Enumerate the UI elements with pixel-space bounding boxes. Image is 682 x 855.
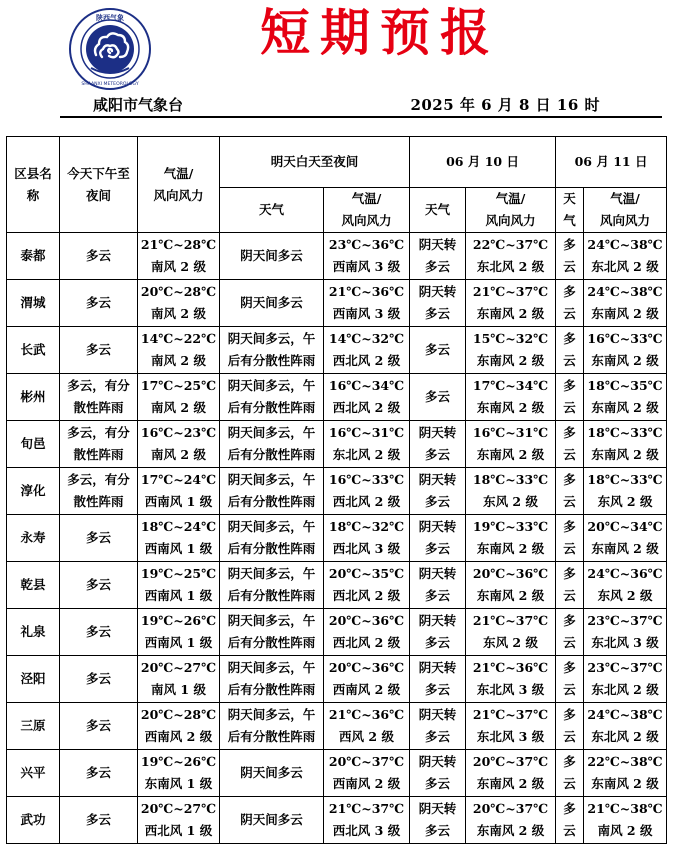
day2-temp-wind: 21℃~36℃ 东北风 3 级: [466, 656, 556, 703]
day2-weather: 阴天转 多云: [410, 797, 466, 844]
day3-weather: 多 云: [556, 750, 584, 797]
day3-temp-wind: 21℃~38℃ 南风 2 级: [584, 797, 667, 844]
table-row: [7, 515, 667, 562]
table-row: [7, 374, 667, 421]
table-row: [7, 656, 667, 703]
day3-temp-wind: 18℃~33℃ 东南风 2 级: [584, 421, 667, 468]
day3-weather: 多 云: [556, 703, 584, 750]
tomorrow-temp-wind: 16℃~33℃ 西北风 2 级: [324, 468, 410, 515]
tomorrow-temp-wind: 23℃~36℃ 西南风 3 级: [324, 233, 410, 280]
day3-temp-wind: 23℃~37℃ 东北风 2 级: [584, 656, 667, 703]
tomorrow-temp-wind: 14℃~32℃ 西北风 2 级: [324, 327, 410, 374]
day3-temp-wind: 24℃~38℃ 东北风 2 级: [584, 703, 667, 750]
day2-temp-wind: 21℃~37℃ 东北风 3 级: [466, 703, 556, 750]
day2-weather: 阴天转 多云: [410, 468, 466, 515]
tomorrow-weather: 阴天间多云: [220, 750, 324, 797]
tonight-temp-wind: 20℃~28℃ 西南风 2 级: [138, 703, 220, 750]
day3-weather: 多 云: [556, 327, 584, 374]
day3-weather: 多 云: [556, 562, 584, 609]
header-temp-wind: 气温/ 风向风力: [138, 137, 220, 233]
tonight-temp-wind: 14℃~22℃ 南风 2 级: [138, 327, 220, 374]
tomorrow-weather: 阴天间多云: [220, 280, 324, 327]
tomorrow-weather: 阴天间多云: [220, 233, 324, 280]
header-temp-wind-tomorrow: 气温/ 风向风力: [324, 188, 410, 233]
county-name: 三原: [7, 703, 60, 750]
issue-time: 2025 年 6 月 8 日 16 时: [410, 96, 600, 114]
tonight-temp-wind: 16℃~23℃ 南风 2 级: [138, 421, 220, 468]
header-weather-day2: 天气: [410, 188, 466, 233]
table-row: [7, 562, 667, 609]
header-temp-wind-day3: 气温/ 风向风力: [584, 188, 667, 233]
tomorrow-weather: 阴天间多云，午 后有分散性阵雨: [220, 421, 324, 468]
header-tonight: 今天下午至 夜间: [60, 137, 138, 233]
tonight-temp-wind: 20℃~27℃ 南风 1 级: [138, 656, 220, 703]
tonight-temp-wind: 21℃~28℃ 南风 2 级: [138, 233, 220, 280]
header-day2: 06 月 10 日: [410, 137, 556, 188]
day2-temp-wind: 20℃~37℃ 东南风 2 级: [466, 750, 556, 797]
day2-temp-wind: 20℃~36℃ 东南风 2 级: [466, 562, 556, 609]
day3-temp-wind: 24℃~38℃ 东北风 2 级: [584, 233, 667, 280]
tomorrow-temp-wind: 18℃~32℃ 西北风 3 级: [324, 515, 410, 562]
table-row: [7, 703, 667, 750]
county-name: 永寿: [7, 515, 60, 562]
tonight-temp-wind: 17℃~24℃ 西南风 1 级: [138, 468, 220, 515]
table-row: [7, 327, 667, 374]
day2-temp-wind: 22℃~37℃ 东北风 2 级: [466, 233, 556, 280]
tonight-temp-wind: 18℃~24℃ 西南风 1 级: [138, 515, 220, 562]
day3-temp-wind: 18℃~35℃ 东南风 2 级: [584, 374, 667, 421]
tomorrow-weather: 阴天间多云，午 后有分散性阵雨: [220, 468, 324, 515]
tonight-weather: 多云，有分 散性阵雨: [60, 374, 138, 421]
day2-weather: 阴天转 多云: [410, 421, 466, 468]
day3-weather: 多 云: [556, 233, 584, 280]
tonight-weather: 多云: [60, 656, 138, 703]
header-weather-day3: 天 气: [556, 188, 584, 233]
day2-weather: 阴天转 多云: [410, 280, 466, 327]
table-row: [7, 468, 667, 515]
tonight-weather: 多云: [60, 797, 138, 844]
tomorrow-weather: 阴天间多云: [220, 797, 324, 844]
tomorrow-weather: 阴天间多云，午 后有分散性阵雨: [220, 562, 324, 609]
day2-weather: 阴天转 多云: [410, 515, 466, 562]
tomorrow-weather: 阴天间多云，午 后有分散性阵雨: [220, 515, 324, 562]
day2-weather: 阴天转 多云: [410, 233, 466, 280]
county-name: 武功: [7, 797, 60, 844]
table-row: [7, 609, 667, 656]
county-name: 渭城: [7, 280, 60, 327]
county-name: 泰都: [7, 233, 60, 280]
meteorology-logo-icon: [69, 8, 151, 90]
day2-temp-wind: 21℃~37℃ 东风 2 级: [466, 609, 556, 656]
tonight-weather: 多云: [60, 280, 138, 327]
issuer-name: 咸阳市气象台: [93, 96, 184, 114]
table-row: [7, 750, 667, 797]
forecast-table: [6, 136, 667, 844]
tonight-temp-wind: 20℃~28℃ 南风 2 级: [138, 280, 220, 327]
header-temp-wind-day2: 气温/ 风向风力: [466, 188, 556, 233]
day3-temp-wind: 20℃~34℃ 东南风 2 级: [584, 515, 667, 562]
header-weather-tomorrow: 天气: [220, 188, 324, 233]
day3-weather: 多 云: [556, 374, 584, 421]
county-name: 彬州: [7, 374, 60, 421]
header-county: 区县名 称: [7, 137, 60, 233]
tomorrow-temp-wind: 20℃~36℃ 西北风 2 级: [324, 609, 410, 656]
day2-weather: 阴天转 多云: [410, 656, 466, 703]
day3-weather: 多 云: [556, 421, 584, 468]
table-row: [7, 280, 667, 327]
day2-weather: 多云: [410, 327, 466, 374]
logo-text-top: 陕西气象: [96, 14, 124, 22]
tomorrow-weather: 阴天间多云，午 后有分散性阵雨: [220, 609, 324, 656]
tonight-weather: 多云: [60, 233, 138, 280]
tonight-weather: 多云，有分 散性阵雨: [60, 468, 138, 515]
county-name: 泾阳: [7, 656, 60, 703]
day3-weather: 多 云: [556, 468, 584, 515]
tonight-temp-wind: 19℃~26℃ 东南风 1 级: [138, 750, 220, 797]
day2-weather: 阴天转 多云: [410, 562, 466, 609]
tomorrow-temp-wind: 20℃~37℃ 西南风 2 级: [324, 750, 410, 797]
tonight-weather: 多云: [60, 750, 138, 797]
header-tomorrow: 明天白天至夜间: [220, 137, 410, 188]
day3-temp-wind: 23℃~37℃ 东北风 3 级: [584, 609, 667, 656]
tonight-weather: 多云，有分 散性阵雨: [60, 421, 138, 468]
tonight-temp-wind: 17℃~25℃ 南风 2 级: [138, 374, 220, 421]
day2-weather: 阴天转 多云: [410, 703, 466, 750]
day3-temp-wind: 22℃~38℃ 东南风 2 级: [584, 750, 667, 797]
county-name: 长武: [7, 327, 60, 374]
day3-temp-wind: 18℃~33℃ 东风 2 级: [584, 468, 667, 515]
day2-weather: 多云: [410, 374, 466, 421]
day3-temp-wind: 24℃~38℃ 东南风 2 级: [584, 280, 667, 327]
day2-temp-wind: 21℃~37℃ 东南风 2 级: [466, 280, 556, 327]
tomorrow-weather: 阴天间多云，午 后有分散性阵雨: [220, 656, 324, 703]
tomorrow-weather: 阴天间多云，午 后有分散性阵雨: [220, 327, 324, 374]
day3-weather: 多 云: [556, 609, 584, 656]
header-day3: 06 月 11 日: [556, 137, 667, 188]
table-row: [7, 797, 667, 844]
tonight-temp-wind: 19℃~25℃ 西南风 1 级: [138, 562, 220, 609]
tomorrow-weather: 阴天间多云，午 后有分散性阵雨: [220, 703, 324, 750]
day2-temp-wind: 15℃~32℃ 东南风 2 级: [466, 327, 556, 374]
tonight-temp-wind: 20℃~27℃ 西北风 1 级: [138, 797, 220, 844]
day3-weather: 多 云: [556, 280, 584, 327]
table-row: [7, 421, 667, 468]
tonight-weather: 多云: [60, 703, 138, 750]
day3-weather: 多 云: [556, 656, 584, 703]
tonight-weather: 多云: [60, 515, 138, 562]
tomorrow-temp-wind: 21℃~36℃ 西南风 3 级: [324, 280, 410, 327]
county-name: 旬邑: [7, 421, 60, 468]
day2-temp-wind: 16℃~31℃ 东南风 2 级: [466, 421, 556, 468]
tomorrow-temp-wind: 20℃~35℃ 西北风 2 级: [324, 562, 410, 609]
day3-weather: 多 云: [556, 797, 584, 844]
tomorrow-temp-wind: 16℃~31℃ 东北风 2 级: [324, 421, 410, 468]
county-name: 礼泉: [7, 609, 60, 656]
header-divider: [60, 116, 662, 118]
tonight-weather: 多云: [60, 562, 138, 609]
tonight-weather: 多云: [60, 609, 138, 656]
day3-weather: 多 云: [556, 515, 584, 562]
day2-temp-wind: 17℃~34℃ 东南风 2 级: [466, 374, 556, 421]
tomorrow-temp-wind: 21℃~36℃ 西风 2 级: [324, 703, 410, 750]
logo-text-bottom: SHAANXI METEOROLOGY: [81, 82, 139, 87]
tomorrow-temp-wind: 21℃~37℃ 西北风 3 级: [324, 797, 410, 844]
day3-temp-wind: 24℃~36℃ 东风 2 级: [584, 562, 667, 609]
tomorrow-weather: 阴天间多云，午 后有分散性阵雨: [220, 374, 324, 421]
day2-weather: 阴天转 多云: [410, 750, 466, 797]
tonight-temp-wind: 19℃~26℃ 西南风 1 级: [138, 609, 220, 656]
tonight-weather: 多云: [60, 327, 138, 374]
tomorrow-temp-wind: 16℃~34℃ 西北风 2 级: [324, 374, 410, 421]
day2-temp-wind: 20℃~37℃ 东南风 2 级: [466, 797, 556, 844]
day2-temp-wind: 19℃~33℃ 东南风 2 级: [466, 515, 556, 562]
county-name: 乾县: [7, 562, 60, 609]
page-title: 短期预报: [260, 4, 500, 62]
day3-temp-wind: 16℃~33℃ 东南风 2 级: [584, 327, 667, 374]
table-row: [7, 233, 667, 280]
county-name: 兴平: [7, 750, 60, 797]
county-name: 淳化: [7, 468, 60, 515]
day2-temp-wind: 18℃~33℃ 东风 2 级: [466, 468, 556, 515]
tomorrow-temp-wind: 20℃~36℃ 西南风 2 级: [324, 656, 410, 703]
day2-weather: 阴天转 多云: [410, 609, 466, 656]
